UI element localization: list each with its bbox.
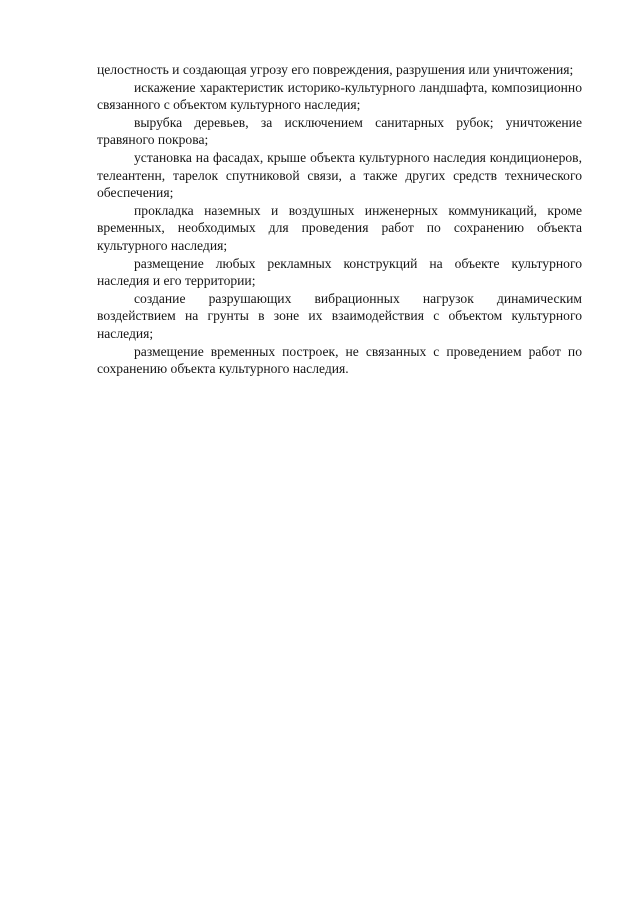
paragraph-4: установка на фасадах, крыше объекта культурного наследия кондиционеров, телеантенн, тарелок спутниковой связи, а также других средств технического обеспечения;: [97, 149, 582, 201]
paragraph-3: вырубка деревьев, за исключением санитарных рубок; уничтожение травяного покрова;: [97, 114, 582, 148]
paragraph-5: прокладка наземных и воздушных инженерных коммуникаций, кроме временных, необходимых для проведения работ по сохранению объекта культурного наследия;: [97, 202, 582, 253]
paragraph-7: создание разрушающих вибрационных нагрузок динамическим воздействием на грунты в зоне их взаимодействия с объектом культурного наследия;: [97, 290, 582, 341]
document-body: [97, 61, 582, 378]
paragraph-2: искажение характеристик историко-культурного ландшафта, композиционно связанного с объектом культурного наследия;: [97, 79, 582, 113]
paragraph-8: размещение временных построек, не связанных с проведением работ по сохранению объекта культурного наследия.: [97, 343, 582, 377]
paragraph-1: целостность и создающая угрозу его повреждения, разрушения или уничтожения;: [97, 62, 574, 77]
paragraph-6: размещение любых рекламных конструкций на объекте культурного наследия и его территории;: [97, 255, 582, 289]
